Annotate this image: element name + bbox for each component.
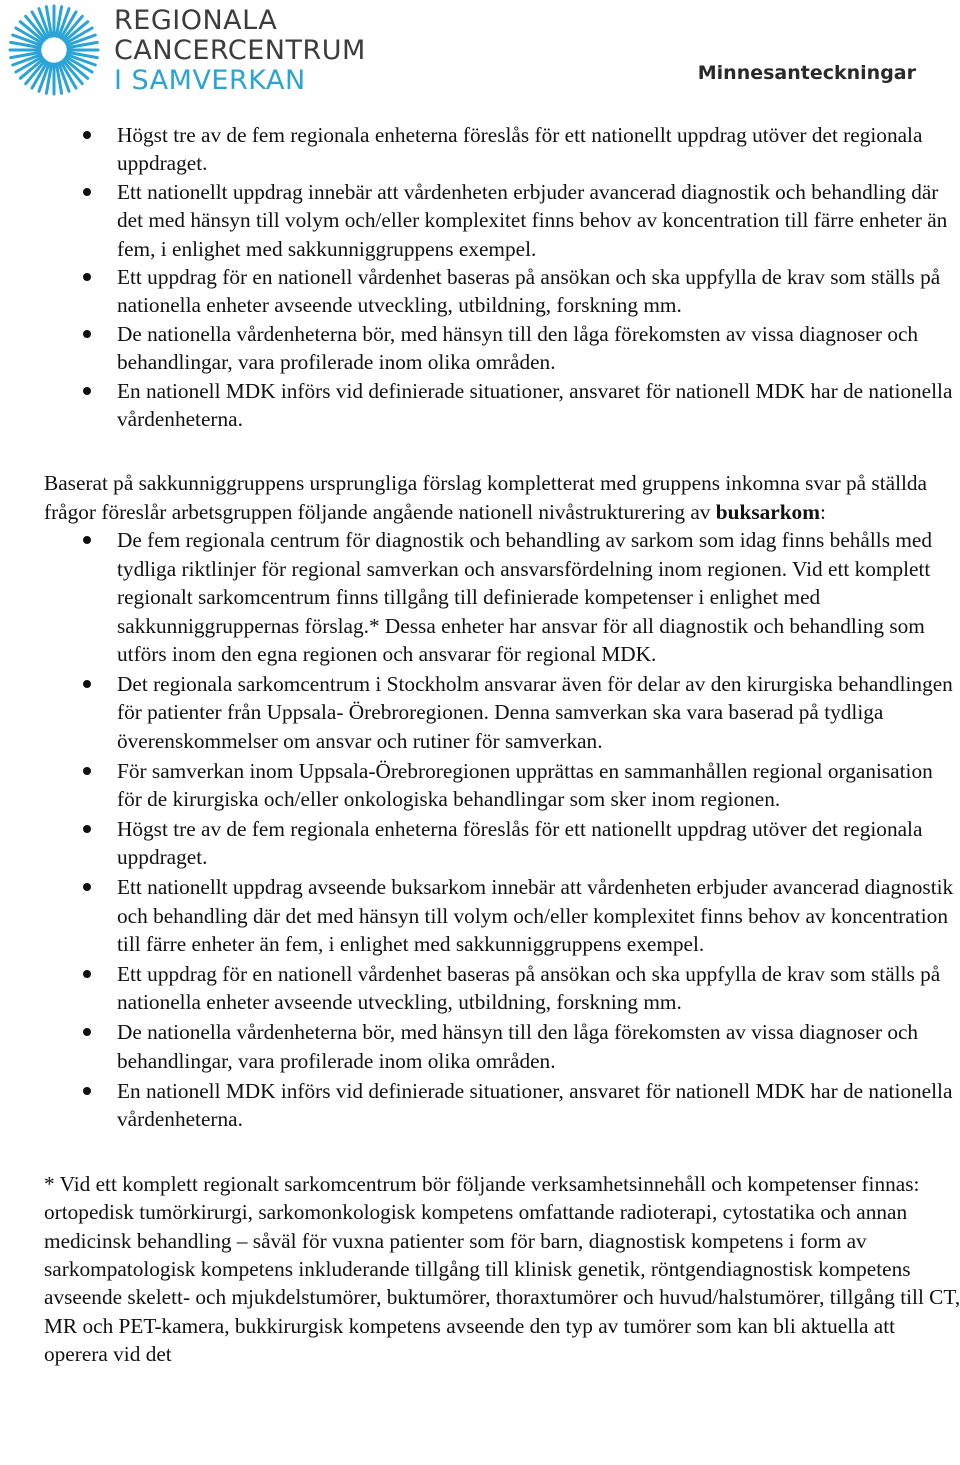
bullet-icon xyxy=(83,680,91,688)
bullet-icon xyxy=(83,536,91,544)
bullet-icon xyxy=(83,767,91,775)
footnote: * Vid ett komplett regionalt sarkomcentrum bör följande verksamhetsinnehåll och kompetenser finnas: ortopedisk tumörkirurgi, sarkomonkologisk kompetens omfattande radioterapi, cytostatika och annan medicinsk behandling – såväl för vuxna patienter som för barn, diagnostisk kompetens i form av sarkompatologisk kompetens inkluderande tillgång till klinisk genetik, röntgendiagnostisk kompetens avseende skelett- och mjukdelstumörer, buktumörer, thoraxtumörer och huvud/halstumörer, tillgång till CT, MR och PET-kamera, bukkirurgisk kompetens avseende den typ av tumörer som kan bli aktuella att operera vid det xyxy=(44,1171,960,1367)
bold-term: buksarkom xyxy=(715,499,820,524)
list-item: De nationella vårdenheterna bör, med hänsyn till den låga förekomsten av vissa diagnoser och behandlingar, vara profilerade inom olika områden. xyxy=(44,320,960,377)
list-item: De nationella vårdenheterna bör, med hänsyn till den låga förekomsten av vissa diagnoser och behandlingar, vara profilerade inom olika områden. xyxy=(44,1018,960,1075)
bullet-icon xyxy=(83,330,91,338)
bullet-icon xyxy=(83,387,91,395)
list-item: Högst tre av de fem regionala enheterna föreslås för ett nationellt uppdrag utöver det regionala uppdraget. xyxy=(44,815,960,872)
logo-wordmark xyxy=(114,6,366,96)
list-item: Det regionala sarkomcentrum i Stockholm ansvarar även för delar av den kirurgiska behandlingen för patienter från Uppsala- Örebroregionen. Denna samverkan ska vara baserad på tydliga överenskommelser om ansvar och rutiner för samverkan. xyxy=(44,670,960,755)
intro-paragraph: Baserat på sakkunniggruppens ursprungliga förslag kompletterat med gruppens inkomna svar på ställda frågor föreslår arbetsgruppen följande angående nationell nivåstrukturering av buksarkom: xyxy=(44,471,928,524)
logo-line-2: CANCERCENTRUM xyxy=(114,35,366,66)
bullet-icon xyxy=(83,825,91,833)
list-item: En nationell MDK införs vid definierade situationer, ansvaret för nationell MDK har de nationella vårdenheterna. xyxy=(44,377,960,434)
list-item: Ett uppdrag för en nationell vårdenhet baseras på ansökan och ska uppfylla de krav som ställs på nationella enheter avseende utveckling, utbildning, forskning mm. xyxy=(44,263,960,320)
bullet-icon xyxy=(83,273,91,281)
sun-rays-icon xyxy=(2,2,106,98)
list-item: En nationell MDK införs vid definierade situationer, ansvaret för nationell MDK har de nationella vårdenheterna. xyxy=(44,1077,960,1134)
list-item: Ett uppdrag för en nationell vårdenhet baseras på ansökan och ska uppfylla de krav som ställs på nationella enheter avseende utveckling, utbildning, forskning mm. xyxy=(44,960,960,1017)
list-item: För samverkan inom Uppsala-Örebroregionen upprättas en sammanhållen regional organisation för de kirurgiska och/eller onkologiska behandlingar som sker inom regionen. xyxy=(44,757,960,814)
list-item: Ett nationellt uppdrag avseende buksarkom innebär att vårdenheten erbjuder avancerad diagnostik och behandling där det med hänsyn till volym och/eller komplexitet finns behov av koncentration till färre enheter än fem, i enlighet med sakkunniggruppens exempel. xyxy=(44,873,960,958)
list-item: Högst tre av de fem regionala enheterna föreslås för ett nationellt uppdrag utöver det regionala uppdraget. xyxy=(44,121,960,178)
logo-line-1: REGIONALA xyxy=(114,5,278,36)
intro-bullet-list xyxy=(44,121,960,433)
bullet-icon xyxy=(83,1028,91,1036)
bullet-icon xyxy=(83,131,91,139)
bullet-icon xyxy=(83,970,91,978)
bullet-icon xyxy=(83,883,91,891)
rcc-logo xyxy=(2,2,366,98)
buksarkom-bullet-list xyxy=(44,526,960,1133)
document-body xyxy=(44,121,960,1369)
list-item: De fem regionala centrum för diagnostik och behandling av sarkom som idag finns behålls med tydliga riktlinjer för regional samverkan och ansvarsfördelning inom regionen. Vid ett komplett regionalt sarkomcentrum finns tillgång till definierade kompetenser i enlighet med sakkunniggruppernas förslag.* Dessa enheter har ansvar för all diagnostik och behandling som utförs inom den egna regionen och ansvarar för regional MDK. xyxy=(44,526,960,668)
list-item: Ett nationellt uppdrag innebär att vårdenheten erbjuder avancerad diagnostik och behandling där det med hänsyn till volym och/eller komplexitet finns behov av koncentration till färre enheter än fem, i enlighet med sakkunniggruppens exempel. xyxy=(44,178,960,263)
bullet-icon xyxy=(83,188,91,196)
logo-line-3: I SAMVERKAN xyxy=(114,65,306,96)
bullet-icon xyxy=(83,1087,91,1095)
document-type-label: Minnesanteckningar xyxy=(697,62,916,84)
